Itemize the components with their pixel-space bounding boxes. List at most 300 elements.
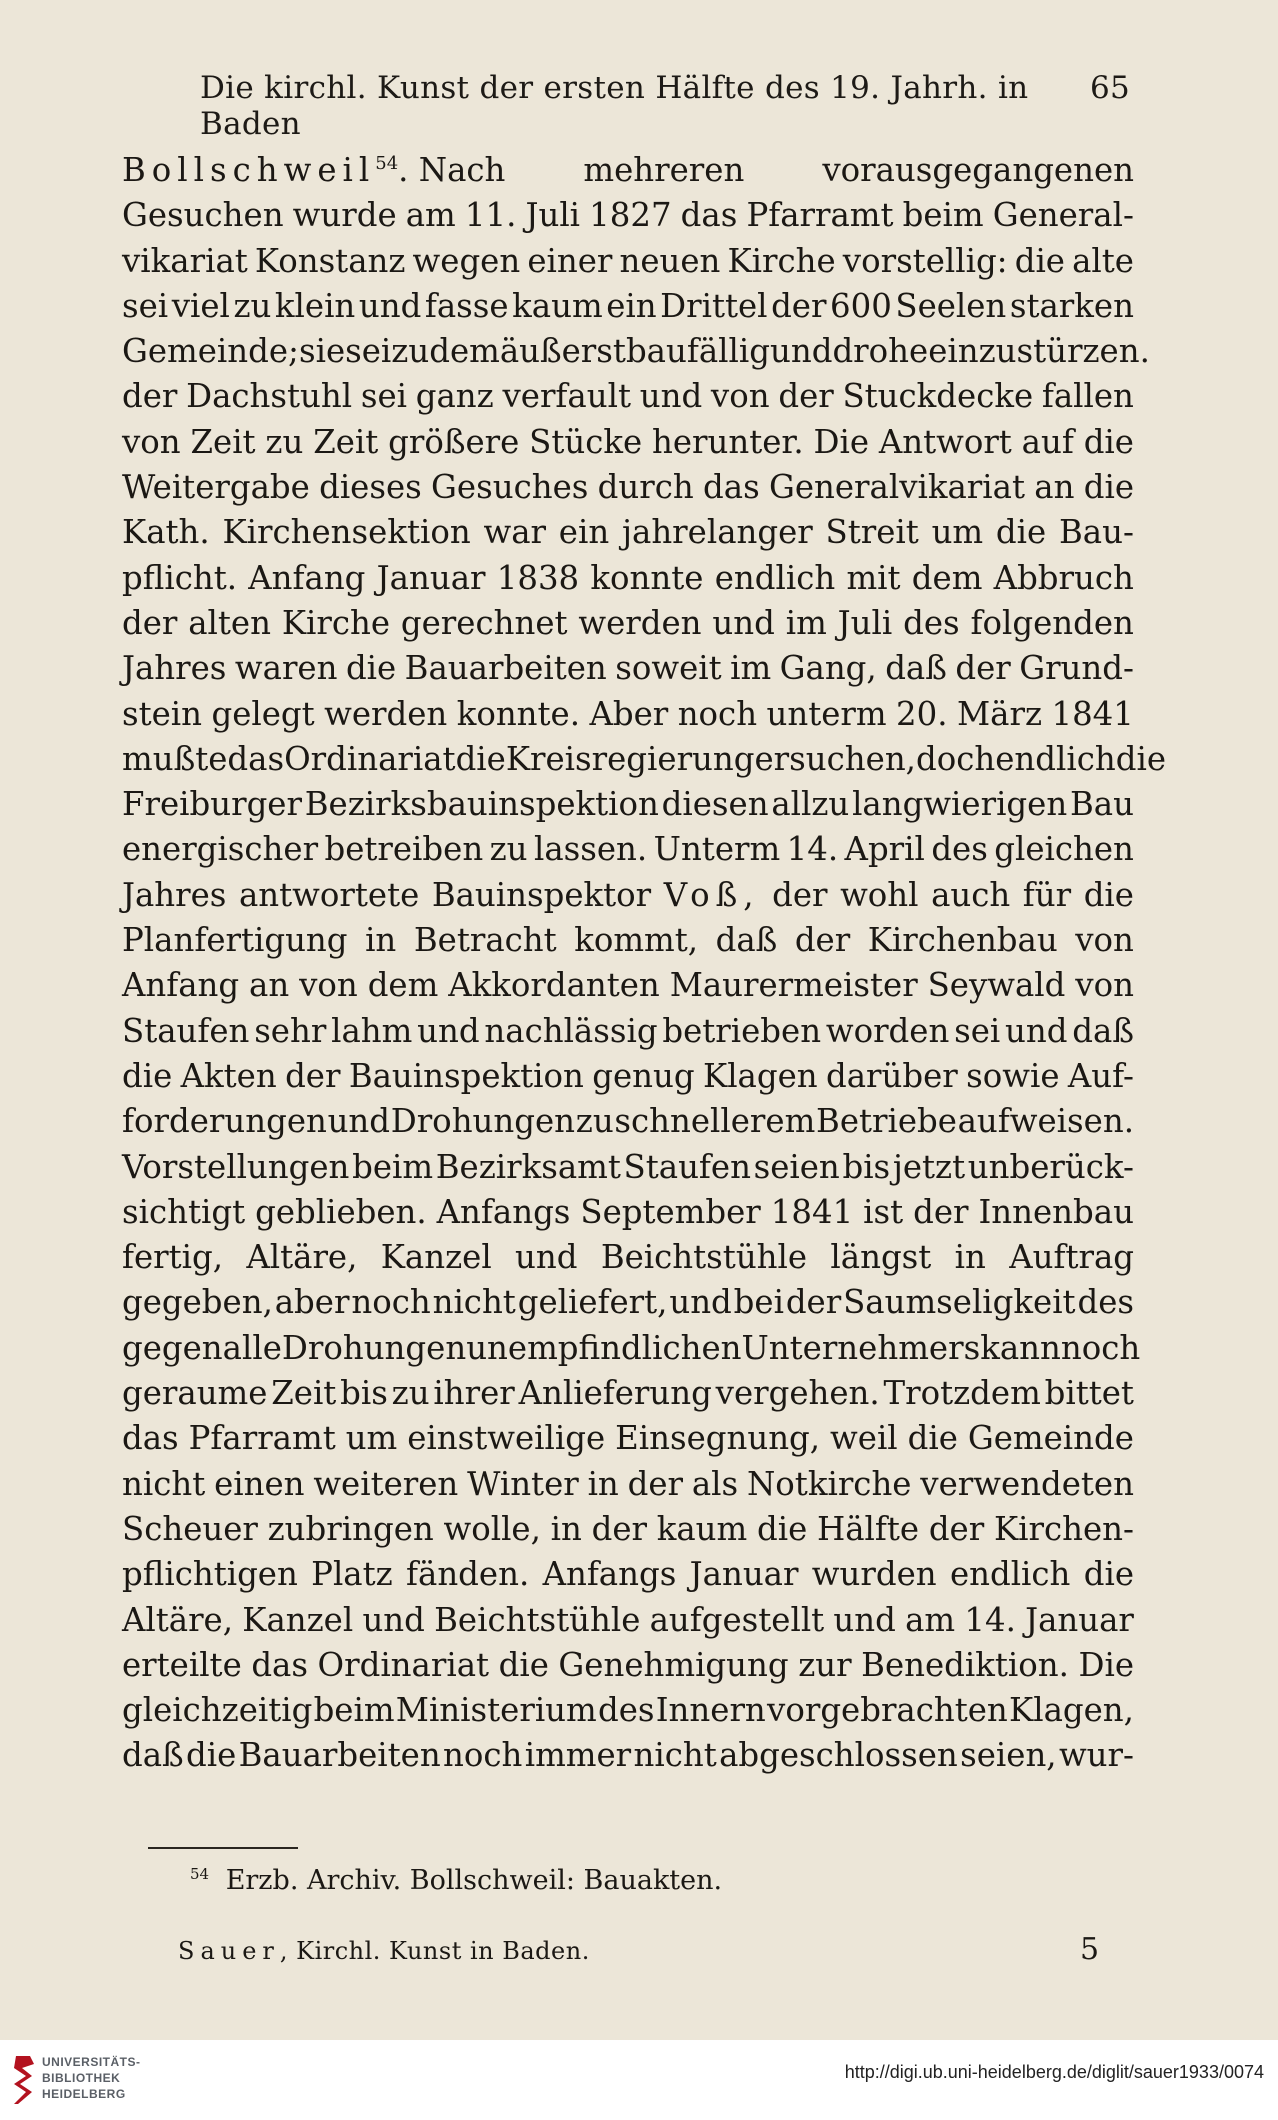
- word: jetzt: [892, 1147, 966, 1186]
- word: Januar: [689, 1555, 799, 1594]
- word: ganz: [415, 377, 494, 416]
- word: General-: [992, 196, 1134, 235]
- word: bis: [340, 1374, 388, 1413]
- word: zur: [798, 1645, 852, 1684]
- text-line: [122, 1280, 1134, 1325]
- word: seien: [753, 1147, 840, 1186]
- word: sichtigt: [122, 1192, 246, 1231]
- word: Gemeinde;: [122, 332, 299, 371]
- word: Anlieferung: [518, 1374, 712, 1413]
- word: der: [591, 1509, 647, 1548]
- word: in: [587, 1464, 619, 1503]
- word: Die: [1078, 1645, 1134, 1684]
- word: noch: [1060, 1328, 1141, 1367]
- word: Abbruch: [993, 558, 1134, 597]
- word: um: [931, 513, 984, 552]
- word: in: [954, 1238, 986, 1277]
- word: Stücke: [529, 422, 643, 461]
- text-line: [122, 284, 1134, 329]
- word: 1827: [589, 196, 672, 235]
- word: Seywald: [927, 966, 1066, 1005]
- word: verfault: [502, 377, 631, 416]
- word: die: [455, 739, 506, 778]
- word: geblieben.: [255, 1192, 427, 1231]
- word: ersuchen,: [754, 739, 916, 778]
- text-line: [122, 1235, 1134, 1280]
- word: Kanzel: [380, 1238, 492, 1277]
- word: Kirchensektion: [222, 513, 471, 552]
- word: wur-: [1058, 1736, 1134, 1775]
- word: Scheuer: [122, 1509, 258, 1548]
- text-line: [122, 601, 1134, 646]
- word: alten: [188, 603, 271, 642]
- word: die: [756, 1509, 808, 1548]
- word: Bau-: [1058, 513, 1134, 552]
- library-name-line: BIBLIOTHEK: [42, 2071, 121, 2085]
- word: alte: [1072, 241, 1134, 280]
- page-number: 65: [1089, 70, 1130, 106]
- word: Anfang: [248, 558, 366, 597]
- word: Pfarramt: [746, 196, 894, 235]
- word: Drohungen: [281, 1328, 467, 1367]
- source-url[interactable]: http://digi.ub.uni-heidelberg.de/diglit/sauer1933/0074: [844, 2062, 1264, 2082]
- word: Zeit: [271, 1374, 337, 1413]
- text-line: [122, 1733, 1134, 1778]
- word: neuen: [619, 241, 721, 280]
- word: das: [227, 739, 285, 778]
- word: Zeit: [313, 422, 379, 461]
- word: mehreren: [583, 151, 745, 189]
- word: konnte.: [456, 694, 581, 733]
- text-line: [122, 918, 1134, 963]
- word: im: [730, 649, 772, 688]
- word: Stuckdecke: [842, 377, 1034, 416]
- word: der: [122, 603, 178, 642]
- word: nicht: [432, 1283, 516, 1322]
- library-name-line: UNIVERSITÄTS-: [42, 2055, 141, 2069]
- word: und: [417, 1011, 480, 1050]
- word: unterm: [766, 694, 887, 733]
- word: Trotzdem: [883, 1374, 1041, 1413]
- word: Auftrag: [1009, 1238, 1134, 1277]
- word: vorstellig:: [842, 241, 1008, 280]
- word: gegeben,: [122, 1283, 273, 1322]
- word: Betracht: [413, 921, 557, 960]
- word: zudem: [391, 332, 500, 371]
- word: einen: [214, 1464, 305, 1503]
- word: Freiburger: [122, 785, 302, 824]
- word: die: [345, 649, 397, 688]
- word: die: [1083, 1555, 1134, 1594]
- word: 1838: [496, 558, 580, 597]
- word: werden: [324, 694, 448, 733]
- word: Streit: [825, 513, 919, 552]
- word: aufgestellt: [649, 1600, 825, 1639]
- word: Klagen,: [1009, 1691, 1134, 1730]
- word: Innern: [655, 1691, 766, 1730]
- text-line: [122, 329, 1150, 374]
- word: Benediktion.: [861, 1645, 1069, 1684]
- word: betreiben: [324, 830, 484, 869]
- word: Innenbau: [978, 1192, 1134, 1231]
- word: die: [122, 1056, 173, 1095]
- text-line: [122, 1371, 1134, 1416]
- word: endlich: [949, 1555, 1071, 1594]
- word: von: [299, 966, 358, 1005]
- word: Bau: [1069, 785, 1134, 824]
- word: sehr: [254, 1011, 327, 1050]
- word: viel: [171, 286, 230, 325]
- word: sie: [298, 332, 346, 371]
- word: Beichtstühle: [434, 1600, 641, 1639]
- text-line: [122, 1145, 1134, 1190]
- word: einzustürzen.: [928, 332, 1150, 371]
- word: Gemeinde: [967, 1419, 1134, 1458]
- word: dem: [911, 558, 983, 597]
- word: und: [1005, 1011, 1068, 1050]
- word: pflicht.: [122, 558, 238, 597]
- text-line: [122, 1416, 1134, 1461]
- word: und: [515, 1238, 578, 1277]
- text-line: [122, 782, 1134, 827]
- word: Planfertigung: [122, 921, 348, 960]
- word: weil: [830, 1419, 898, 1458]
- word: zu: [391, 1374, 430, 1413]
- word: gegen: [122, 1328, 223, 1367]
- word: langwierigen: [852, 785, 1068, 824]
- word: bei: [733, 1283, 784, 1322]
- text-line: [122, 148, 1134, 193]
- word: folgenden: [970, 603, 1134, 642]
- library-name-line: HEIDELBERG: [42, 2087, 126, 2101]
- word: Bauarbeiten: [404, 649, 607, 688]
- word: die: [186, 1736, 237, 1775]
- word: des: [1077, 1283, 1134, 1322]
- library-name: [42, 2054, 141, 2102]
- word: der: [955, 649, 1011, 688]
- word: gleichzeitig: [122, 1691, 313, 1730]
- word: des: [931, 830, 988, 869]
- word: sei: [954, 1011, 1001, 1050]
- word: fallen: [1041, 377, 1134, 416]
- word: stein: [122, 694, 203, 733]
- word: Generalvikariat: [768, 468, 1025, 507]
- word: durch: [597, 468, 694, 507]
- word: alle: [222, 1328, 282, 1367]
- word: Ministerium: [395, 1691, 597, 1730]
- word: starken: [1009, 286, 1134, 325]
- word: Januar: [376, 558, 486, 597]
- word: sei: [345, 332, 392, 371]
- word: und: [669, 1283, 732, 1322]
- word: antwortete: [238, 875, 420, 914]
- word: betrieben: [662, 1011, 822, 1050]
- word: Genehmigung: [558, 1645, 789, 1684]
- word: Vorstellungen: [122, 1147, 350, 1186]
- footnote-text: Erzb. Archiv. Bollschweil: Bauakten.: [225, 1865, 723, 1896]
- word: beim: [902, 196, 984, 235]
- word: und: [712, 603, 775, 642]
- word: Voß,: [663, 875, 760, 914]
- word: bittet: [1044, 1374, 1134, 1413]
- text-line: [122, 556, 1134, 601]
- word: konnte: [590, 558, 704, 597]
- word: um: [345, 1419, 398, 1458]
- word: lahm: [331, 1011, 413, 1050]
- word: der: [913, 1192, 969, 1231]
- word: worden: [825, 1011, 950, 1050]
- word: die: [995, 513, 1047, 552]
- word: Anfangs: [542, 1555, 677, 1594]
- word: Bezirksbauinspektion: [304, 785, 659, 824]
- word: Bauarbeiten: [238, 1736, 441, 1775]
- word: am: [405, 196, 456, 235]
- digitization-footer: [0, 2040, 1278, 2120]
- word: nachlässig: [484, 1011, 658, 1050]
- word: Aber: [589, 694, 669, 733]
- word: Kath.: [122, 513, 210, 552]
- word: Notkirche: [746, 1464, 912, 1503]
- word: und: [833, 1600, 896, 1639]
- word: daß: [885, 649, 947, 688]
- word: jahrelanger: [621, 513, 813, 552]
- word: Unterm: [653, 830, 781, 869]
- word: in: [365, 921, 397, 960]
- word: wurden: [811, 1555, 937, 1594]
- word: Anfangs: [436, 1192, 571, 1231]
- word: der: [122, 377, 178, 416]
- word: immer: [524, 1736, 632, 1775]
- word: des: [598, 1691, 655, 1730]
- word: an: [1034, 468, 1075, 507]
- word: soweit: [615, 649, 722, 688]
- word: ein: [558, 513, 610, 552]
- word: Jahres: [122, 649, 227, 688]
- running-title: Die kirchl. Kunst der ersten Hälfte des 19. Jahrh. in Baden: [200, 70, 1029, 142]
- word: mußte: [122, 739, 228, 778]
- word: 1841: [1051, 694, 1134, 733]
- text-line: [122, 1507, 1134, 1552]
- word: April: [844, 830, 925, 869]
- word: die: [498, 1645, 549, 1684]
- word: das: [251, 1645, 308, 1684]
- word: ihrer: [433, 1374, 515, 1413]
- printer-signature: [178, 1937, 590, 1965]
- text-line: [122, 510, 1134, 555]
- body-text: [122, 148, 1166, 1779]
- text-line: [122, 1099, 1134, 1144]
- word: gelegt: [211, 694, 315, 733]
- word: darüber: [826, 1056, 958, 1095]
- word: Konstanz: [254, 241, 406, 280]
- word: wohl: [840, 875, 919, 914]
- word: Winter: [467, 1464, 579, 1503]
- word: 14.: [964, 1600, 1016, 1639]
- signature-number: 5: [1080, 1932, 1100, 1967]
- word: Weitergabe: [122, 468, 310, 507]
- text-line: [122, 1326, 1141, 1371]
- word: der: [771, 286, 827, 325]
- word: des: [903, 603, 960, 642]
- word: vikariat: [122, 241, 248, 280]
- word: sowie: [966, 1056, 1060, 1095]
- word: der: [785, 1283, 842, 1322]
- word: Juli: [837, 603, 893, 642]
- word: äußerst: [499, 332, 626, 371]
- word: an: [249, 966, 290, 1005]
- word: endlich: [995, 739, 1116, 778]
- word: und: [327, 1102, 391, 1141]
- word: von: [122, 422, 181, 461]
- word: noch: [351, 1283, 431, 1322]
- word: Kanzel: [242, 1600, 354, 1639]
- word: Betriebe: [816, 1102, 957, 1141]
- word: wurde: [292, 196, 397, 235]
- word: drohe: [832, 332, 929, 371]
- word: Altäre,: [122, 1600, 234, 1639]
- text-line: [122, 1552, 1134, 1597]
- word: erteilte: [122, 1645, 242, 1684]
- word: einer: [527, 241, 613, 280]
- word: einstweilige: [407, 1419, 606, 1458]
- text-line: [122, 873, 1134, 918]
- footnote-number: 54: [190, 1865, 210, 1883]
- text-line: [122, 827, 1134, 872]
- word: und: [769, 332, 833, 371]
- word: Akkordanten: [448, 966, 660, 1005]
- word: Unternehmers: [741, 1328, 981, 1367]
- library-logo-icon: [12, 2054, 37, 2106]
- word: 14.: [786, 830, 839, 869]
- word: aber: [274, 1283, 350, 1322]
- word: Altäre,: [246, 1238, 358, 1277]
- footnote-ref: 54: [375, 153, 399, 175]
- text-line: [122, 692, 1134, 737]
- word: im: [785, 603, 827, 642]
- word: ein: [606, 286, 657, 325]
- word: zu: [575, 1102, 614, 1141]
- text-line: [122, 737, 1166, 782]
- word: größere: [388, 422, 520, 461]
- text-line: [122, 1643, 1134, 1688]
- word: Antwort: [878, 422, 1012, 461]
- word: Januar: [1025, 1600, 1134, 1639]
- word: das: [703, 468, 760, 507]
- word: ist: [863, 1192, 904, 1231]
- word: auf: [1021, 422, 1074, 461]
- word: Seelen: [895, 286, 1007, 325]
- word: lassen.: [533, 830, 648, 869]
- word: unempfindlichen: [466, 1328, 742, 1367]
- word: längst: [830, 1238, 932, 1277]
- word: nicht: [633, 1736, 717, 1775]
- word: daß: [715, 921, 778, 960]
- word: diesen: [661, 785, 769, 824]
- word: Juli: [525, 196, 581, 235]
- word: genug: [592, 1056, 695, 1095]
- word: weiteren: [313, 1464, 459, 1503]
- word: der: [772, 875, 828, 914]
- word: und: [362, 1600, 425, 1639]
- word: der: [794, 921, 851, 960]
- word: das: [680, 196, 738, 235]
- word: Bauinspektion: [348, 1056, 584, 1095]
- word: fänden.: [406, 1555, 530, 1594]
- word: kann: [980, 1328, 1061, 1367]
- word: zu: [489, 830, 528, 869]
- word: in: [550, 1509, 582, 1548]
- word: allzu: [771, 785, 850, 824]
- word: das: [122, 1419, 179, 1458]
- word: herunter.: [652, 422, 804, 461]
- word: Gang,: [779, 649, 877, 688]
- word: werden: [578, 603, 702, 642]
- word: kaum: [656, 1509, 748, 1548]
- word: Die: [813, 422, 869, 461]
- word: zu: [233, 286, 272, 325]
- word: der: [285, 1056, 341, 1095]
- word: verwendeten: [920, 1464, 1134, 1503]
- word: Pfarramt: [188, 1419, 336, 1458]
- word: als: [691, 1464, 739, 1503]
- word: gleichen: [994, 830, 1134, 869]
- word: Grund-: [1019, 649, 1134, 688]
- word: daß: [122, 1736, 184, 1775]
- word: 11.: [464, 196, 517, 235]
- word: vorgebrachten: [767, 1691, 1008, 1730]
- word: auch: [931, 875, 1011, 914]
- word: Staufen: [623, 1147, 751, 1186]
- word: klein: [274, 286, 356, 325]
- word: von: [1075, 966, 1134, 1005]
- word: pflichtigen: [122, 1555, 298, 1594]
- word: zubringen: [267, 1509, 434, 1548]
- word: wegen: [412, 241, 521, 280]
- word: die: [1083, 875, 1134, 914]
- signature-author: Sauer: [178, 1937, 280, 1965]
- word: von: [1075, 921, 1134, 960]
- word: Kirchenbau: [867, 921, 1058, 960]
- word: endlich: [714, 558, 836, 597]
- word: Ordinariat: [317, 1645, 490, 1684]
- word: geliefert,: [517, 1283, 668, 1322]
- word: bis: [842, 1147, 891, 1186]
- word: Beichtstühle: [600, 1238, 808, 1277]
- word: Jahres: [122, 875, 227, 914]
- text-line: [122, 963, 1134, 1008]
- text-line: [122, 1688, 1134, 1733]
- word: Hälfte: [816, 1509, 920, 1548]
- text-line: [122, 1054, 1134, 1099]
- word: baufällig: [625, 332, 770, 371]
- word: Kirche: [281, 603, 391, 642]
- word: schnellerem: [614, 1102, 816, 1141]
- word: die: [907, 1419, 958, 1458]
- word: beim: [313, 1691, 395, 1730]
- word: Anfang: [122, 966, 240, 1005]
- word: Klagen: [703, 1056, 818, 1095]
- word: gerechnet: [400, 603, 568, 642]
- word: nicht: [122, 1464, 206, 1503]
- word: forderungen: [122, 1102, 327, 1141]
- text-line: [122, 1009, 1134, 1054]
- word: der: [778, 377, 834, 416]
- footnote: [190, 1865, 722, 1896]
- word: sei: [122, 286, 169, 325]
- word: und: [358, 286, 422, 325]
- word: vorausgegangenen: [822, 151, 1134, 189]
- signature-title: , Kirchl. Kunst in Baden.: [279, 1937, 590, 1965]
